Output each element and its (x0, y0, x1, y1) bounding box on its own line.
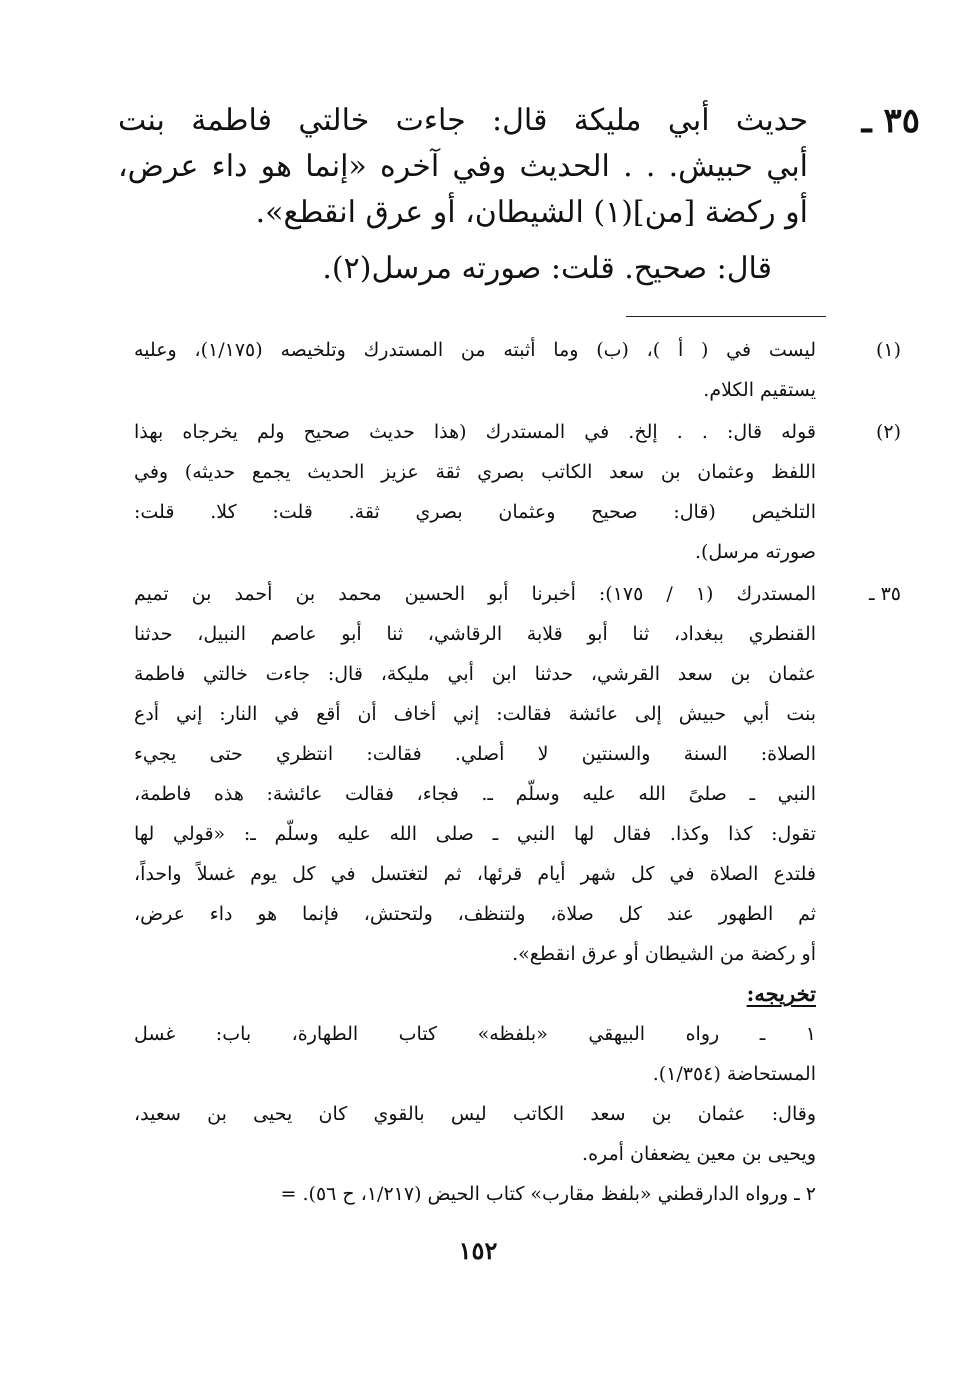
footnote-line: عثمان بن سعد القرشي، حدثنا ابن أبي مليكة، قال: جاءت خالتي فاطمة (134, 663, 816, 685)
main-hadith (118, 98, 920, 292)
footnote-line: بنت أبي حبيش إلى عائشة فقالت: إني أخاف أن أقع في النار: إني أدع (134, 703, 816, 725)
footnote-number: (٢) (875, 421, 901, 443)
takhrij-item-1: ١ ـ رواه البيهقي «بلفظه» كتاب الطهارة، باب: غسل (134, 1023, 816, 1045)
footnote-line: القنطري ببغداد، ثنا أبو قلابة الرقاشي، ثنا أبو عاصم النبيل، حدثنا (134, 623, 816, 645)
footnote-line: تقول: كذا وكذا. فقال لها النبي ـ صلى الله عليه وسلّم ـ: «قولي لها (134, 823, 816, 845)
hadith-line: أبي حبيش. . . الحديث وفي آخره «إنما هو داء عرض، (118, 149, 808, 184)
footnote-line: التلخيص (قال: صحيح وعثمان بصري ثقة. قلت: كلا. قلت: (134, 501, 816, 523)
footnote-line: ثم الطهور عند كل صلاة، ولتنظف، ولتحتش، فإنما هو داء عرض، (134, 903, 816, 925)
footnote-2 (134, 412, 901, 572)
footnote-line: المستدرك (١ / ١٧٥): أخبرنا أبو الحسين محمد بن أحمد بن تميم (134, 583, 816, 605)
page-number: ١٥٢ (458, 1236, 498, 1265)
footnote-line: ليست في ( أ )، (ب) وما أثبته من المستدرك وتلخيصه (١/١٧٥)، وعليه (134, 339, 816, 361)
takhrij-heading: تخريجه: (746, 981, 816, 1006)
hadith-ruling: قال: صحيح. قلت: صورته مرسل(٢). (322, 251, 772, 286)
footnote-line: أو ركضة من الشيطان أو عرق انقطع». (512, 943, 816, 965)
footnote-line: يستقيم الكلام. (703, 379, 816, 401)
footnote-line: صورته مرسل). (694, 541, 816, 563)
footnote-line: فلتدع الصلاة في كل شهر أيام قرئها، ثم لتغتسل في كل يوم غسلاً واحداً، (134, 863, 816, 885)
takhrij-item-1: المستحاضة (١/٣٥٤). (652, 1063, 816, 1085)
footnote-number: ٣٥ ـ (868, 583, 901, 605)
footnote-line: اللفظ وعثمان بن سعد الكاتب بصري ثقة عزيز الحديث يجمع حديثه) وفي (134, 461, 816, 483)
takhrij-comment: ويحيى بن معين يضعفان أمره. (582, 1143, 816, 1165)
takhrij-item-2: ٢ ـ ورواه الدارقطني «بلفظ مقارب» كتاب الحيض (١/٢١٧، ح ٥٦). = (280, 1183, 816, 1205)
footnote-line: قوله قال: . . إلخ. في المستدرك (هذا حديث صحيح ولم يخرجاه بهذا (134, 421, 816, 443)
footnote-35 (134, 574, 901, 1214)
footnote-line: النبي ـ صلىً الله عليه وسلّم ـ. فجاء، فقالت عائشة: هذه فاطمة، (134, 783, 816, 805)
footnote-number: (١) (875, 339, 901, 361)
hadith-line: حديث أبي مليكة قال: جاءت خالتي فاطمة بنت (118, 103, 808, 138)
footnote-separator (626, 316, 826, 317)
takhrij-comment: وقال: عثمان بن سعد الكاتب ليس بالقوي كان يحيى بن سعيد، (134, 1103, 816, 1125)
hadith-line: أو ركضة [من](١) الشيطان، أو عرق انقطع». (255, 195, 808, 230)
footnote-line: الصلاة: السنة والسنتين لا أصلي. فقالت: انتظري حتى يجيء (134, 743, 816, 765)
hadith-number: ٣٥ ـ (861, 101, 920, 141)
footnotes (134, 330, 901, 1216)
footnote-1 (134, 330, 901, 410)
